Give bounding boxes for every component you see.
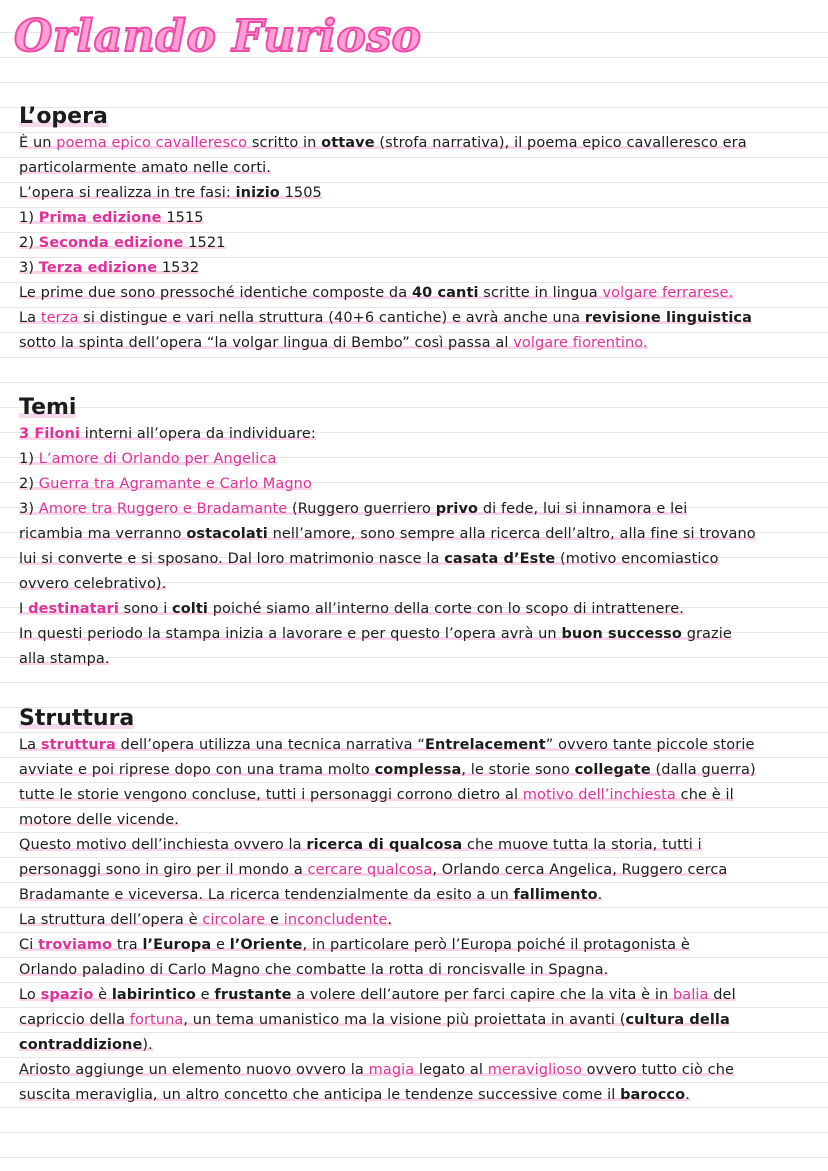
text-run: 2) bbox=[19, 235, 39, 251]
note-line bbox=[19, 597, 811, 622]
highlighted-term: revisione linguistica bbox=[584, 310, 752, 326]
note-line bbox=[19, 181, 811, 206]
text-run: e bbox=[265, 912, 284, 928]
note-line-highlight bbox=[19, 626, 732, 642]
highlighted-term: L’amore di Orlando per Angelica bbox=[38, 451, 277, 467]
text-run: che è il bbox=[675, 787, 734, 803]
highlighted-term: ottave bbox=[321, 135, 375, 151]
note-line bbox=[19, 808, 811, 833]
text-run: sotto la spinta dell’opera “la volgar lingua di Bembo” così passa al bbox=[19, 335, 514, 351]
note-line-highlight bbox=[19, 1087, 690, 1103]
highlighted-term: 3 Filoni bbox=[19, 426, 81, 442]
text-run: poiché siamo all’interno della corte con lo scopo di intrattenere. bbox=[207, 601, 685, 617]
note-line-highlight bbox=[19, 310, 752, 326]
text-run: 1) bbox=[19, 210, 39, 226]
note-line bbox=[19, 858, 811, 883]
highlighted-term: spazio bbox=[40, 987, 94, 1003]
note-line bbox=[19, 422, 811, 447]
highlighted-term: Amore tra Ruggero e Bradamante bbox=[38, 501, 288, 517]
note-line bbox=[19, 231, 811, 256]
note-line bbox=[19, 156, 811, 181]
highlighted-term: collegate bbox=[574, 762, 651, 778]
note-line bbox=[19, 1083, 811, 1108]
note-line bbox=[19, 758, 811, 783]
note-line-highlight bbox=[19, 160, 271, 176]
note-line bbox=[19, 1008, 811, 1033]
text-run: In questi periodo la stampa inizia a lavorare e per questo l’opera avrà un bbox=[19, 626, 562, 642]
text-run: a volere dell’autore per farci capire che la vita è in bbox=[291, 987, 673, 1003]
text-run: ovvero tutto ciò che bbox=[581, 1062, 735, 1078]
highlighted-term: balia bbox=[672, 987, 709, 1003]
note-line bbox=[19, 958, 811, 983]
note-line-highlight bbox=[19, 937, 690, 953]
note-line bbox=[19, 497, 811, 522]
note-line-highlight bbox=[19, 1062, 734, 1078]
highlighted-term: labirintico bbox=[111, 987, 196, 1003]
text-run: Le prime due sono pressoché identiche composte da bbox=[19, 285, 412, 301]
text-run: Bradamante e viceversa. La ricerca tendenzialmente da esito a un bbox=[19, 887, 514, 903]
text-run: Questo motivo dell’inchiesta ovvero la bbox=[19, 837, 307, 853]
text-run: I bbox=[19, 601, 29, 617]
section-heading bbox=[19, 705, 811, 733]
section-heading-text: L’opera bbox=[19, 104, 108, 129]
note-line-highlight bbox=[19, 962, 608, 978]
note-line bbox=[19, 472, 811, 497]
highlighted-term: Guerra tra Agramante e Carlo Magno bbox=[38, 476, 312, 492]
highlighted-term: Prima edizione bbox=[38, 210, 162, 226]
note-line-highlight bbox=[19, 260, 199, 276]
text-run: La bbox=[19, 737, 41, 753]
note-line-highlight bbox=[19, 601, 684, 617]
highlighted-term: Terza edizione bbox=[38, 260, 158, 276]
highlighted-term: ricerca di qualcosa bbox=[306, 837, 463, 853]
note-line-highlight bbox=[19, 837, 702, 853]
highlighted-term: contraddizione bbox=[19, 1037, 143, 1053]
text-run: La struttura dell’opera è bbox=[19, 912, 203, 928]
text-run: (strofa narrativa), il poema epico cavalleresco era bbox=[374, 135, 747, 151]
section-heading-text: Struttura bbox=[19, 706, 135, 731]
text-run: La bbox=[19, 310, 41, 326]
text-run: 1) bbox=[19, 451, 39, 467]
highlighted-term: troviamo bbox=[38, 937, 113, 953]
section-heading bbox=[19, 394, 811, 422]
note-line bbox=[19, 131, 811, 156]
highlighted-term: struttura bbox=[40, 737, 116, 753]
highlighted-term: Seconda edizione bbox=[38, 235, 184, 251]
note-line bbox=[19, 281, 811, 306]
text-run: che muove tutta la storia, tutti i bbox=[462, 837, 702, 853]
note-line-highlight bbox=[19, 185, 322, 201]
note-line bbox=[19, 206, 811, 231]
text-run: , le storie sono bbox=[461, 762, 575, 778]
section-heading-text: Temi bbox=[19, 395, 77, 420]
highlighted-term: l’Oriente bbox=[229, 937, 303, 953]
text-run: interni all’opera da individuare: bbox=[80, 426, 316, 442]
note-line bbox=[19, 908, 811, 933]
note-line bbox=[19, 256, 811, 281]
highlighted-term: ostacolati bbox=[186, 526, 268, 542]
note-line bbox=[19, 1033, 811, 1058]
note-line-highlight bbox=[19, 501, 687, 517]
highlighted-term: inizio bbox=[235, 185, 280, 201]
note-line-highlight bbox=[19, 912, 392, 928]
highlighted-term: magia bbox=[368, 1062, 415, 1078]
highlighted-term: volgare ferrarese. bbox=[602, 285, 734, 301]
highlighted-term: terza bbox=[40, 310, 79, 326]
text-run: , Orlando cerca Angelica, Ruggero cerca bbox=[432, 862, 728, 878]
highlighted-term: barocco bbox=[620, 1087, 686, 1103]
text-run: (dalla guerra) bbox=[650, 762, 756, 778]
text-run: avviate e poi riprese dopo con una trama molto bbox=[19, 762, 375, 778]
text-run: . bbox=[685, 1087, 690, 1103]
note-line bbox=[19, 1058, 811, 1083]
text-run: 3) bbox=[19, 260, 39, 276]
note-line-highlight bbox=[19, 737, 754, 753]
note-line-highlight bbox=[19, 762, 756, 778]
text-run: scritte in lingua bbox=[478, 285, 603, 301]
text-run: sono i bbox=[118, 601, 173, 617]
text-run: dell’opera utilizza una tecnica narrativa “ bbox=[115, 737, 425, 753]
note-line bbox=[19, 783, 811, 808]
text-run: . bbox=[387, 912, 393, 928]
note-line-highlight bbox=[19, 551, 719, 567]
highlighted-term: casata d’Este bbox=[444, 551, 556, 567]
text-run: (Ruggero guerriero bbox=[287, 501, 436, 517]
highlighted-term: l’Europa bbox=[142, 937, 212, 953]
text-run: legato al bbox=[414, 1062, 488, 1078]
text-run: . bbox=[597, 887, 603, 903]
text-run: Lo bbox=[19, 987, 41, 1003]
text-run: Ariosto aggiunge un elemento nuovo ovvero la bbox=[19, 1062, 369, 1078]
text-run: 2) bbox=[19, 476, 39, 492]
note-line bbox=[19, 883, 811, 908]
note-line-highlight bbox=[19, 135, 747, 151]
note-line bbox=[19, 331, 811, 356]
text-run: L’opera si realizza in tre fasi: bbox=[19, 185, 236, 201]
text-run: del bbox=[708, 987, 736, 1003]
text-run: motore delle vicende. bbox=[19, 812, 179, 828]
highlighted-term: circolare bbox=[202, 912, 266, 928]
note-line bbox=[19, 306, 811, 331]
highlighted-term: privo bbox=[435, 501, 479, 517]
section-temi bbox=[19, 394, 811, 672]
text-run: È un bbox=[19, 135, 57, 151]
text-run: , un tema umanistico ma la visione più proiettata in avanti ( bbox=[183, 1012, 626, 1028]
text-run: si distingue e vari nella struttura (40+6 cantiche) e avrà anche una bbox=[78, 310, 585, 326]
note-line bbox=[19, 572, 811, 597]
text-run: grazie bbox=[681, 626, 732, 642]
text-run: lui si converte e si sposano. Dal loro matrimonio nasce la bbox=[19, 551, 445, 567]
highlighted-term: destinatari bbox=[28, 601, 119, 617]
note-line-highlight bbox=[19, 651, 110, 667]
note-line bbox=[19, 933, 811, 958]
text-run: Ci bbox=[19, 937, 39, 953]
text-run: Orlando paladino di Carlo Magno che combatte la rotta di roncisvalle in Spagna. bbox=[19, 962, 609, 978]
page-title: Orlando Furioso bbox=[14, 11, 422, 62]
section-opera bbox=[19, 103, 811, 356]
note-line-highlight bbox=[19, 335, 648, 351]
text-run: 1505 bbox=[279, 185, 322, 201]
text-run: 1515 bbox=[161, 210, 204, 226]
note-line-highlight bbox=[19, 526, 756, 542]
highlighted-term: inconcludente bbox=[283, 912, 388, 928]
note-line-highlight bbox=[19, 1012, 730, 1028]
note-line bbox=[19, 733, 811, 758]
highlighted-term: complessa bbox=[374, 762, 462, 778]
text-run: capriccio della bbox=[19, 1012, 130, 1028]
note-line-highlight bbox=[19, 862, 727, 878]
text-run: nell’amore, sono sempre alla ricerca dell’altro, alla fine si trovano bbox=[267, 526, 756, 542]
note-line-highlight bbox=[19, 1037, 153, 1053]
note-line-highlight bbox=[19, 285, 733, 301]
text-run: ). bbox=[142, 1037, 153, 1053]
highlighted-term: cercare qualcosa bbox=[307, 862, 433, 878]
text-run: ” ovvero tante piccole storie bbox=[545, 737, 755, 753]
section-heading bbox=[19, 103, 811, 131]
highlighted-term: 40 canti bbox=[411, 285, 479, 301]
note-line bbox=[19, 522, 811, 547]
highlighted-term: fortuna bbox=[129, 1012, 184, 1028]
text-run: tutte le storie vengono concluse, tutti i personaggi corrono dietro al bbox=[19, 787, 523, 803]
highlighted-term: buon successo bbox=[561, 626, 682, 642]
text-run: è bbox=[93, 987, 112, 1003]
text-run: ovvero celebrativo). bbox=[19, 576, 167, 592]
highlighted-term: poema epico cavalleresco bbox=[56, 135, 248, 151]
highlighted-term: Entrelacement bbox=[424, 737, 546, 753]
section-struttura bbox=[19, 705, 811, 1108]
text-run: e bbox=[195, 987, 215, 1003]
note-line-highlight bbox=[19, 987, 736, 1003]
note-line-highlight bbox=[19, 235, 226, 251]
text-run: tra bbox=[112, 937, 143, 953]
text-run: (motivo encomiastico bbox=[555, 551, 719, 567]
text-run: di fede, lui si innamora e lei bbox=[478, 501, 688, 517]
note-line-highlight bbox=[19, 576, 166, 592]
note-line-highlight bbox=[19, 787, 734, 803]
text-run: personaggi sono in giro per il mondo a bbox=[19, 862, 308, 878]
note-line-highlight bbox=[19, 426, 316, 442]
note-line bbox=[19, 983, 811, 1008]
note-line-highlight bbox=[19, 887, 602, 903]
highlighted-term: cultura della bbox=[625, 1012, 730, 1028]
text-run: 1532 bbox=[157, 260, 200, 276]
highlighted-term: frustante bbox=[214, 987, 292, 1003]
highlighted-term: meraviglioso bbox=[487, 1062, 582, 1078]
note-line bbox=[19, 833, 811, 858]
highlighted-term: colti bbox=[172, 601, 208, 617]
highlighted-term: volgare fiorentino. bbox=[513, 335, 648, 351]
text-run: e bbox=[211, 937, 230, 953]
note-line bbox=[19, 447, 811, 472]
text-run: 3) bbox=[19, 501, 39, 517]
note-line bbox=[19, 547, 811, 572]
notes-content bbox=[19, 103, 811, 1108]
text-run: particolarmente amato nelle corti. bbox=[19, 160, 271, 176]
text-run: ricambia ma verranno bbox=[19, 526, 187, 542]
text-run: , in particolare però l’Europa poiché il protagonista è bbox=[302, 937, 690, 953]
note-line-highlight bbox=[19, 451, 277, 467]
text-run: suscita meraviglia, un altro concetto che anticipa le tendenze successive come il bbox=[19, 1087, 621, 1103]
note-line bbox=[19, 647, 811, 672]
text-run: 1521 bbox=[183, 235, 226, 251]
text-run: alla stampa. bbox=[19, 651, 110, 667]
highlighted-term: motivo dell’inchiesta bbox=[522, 787, 676, 803]
highlighted-term: fallimento bbox=[513, 887, 598, 903]
note-line-highlight bbox=[19, 476, 312, 492]
note-line-highlight bbox=[19, 812, 179, 828]
note-line bbox=[19, 622, 811, 647]
text-run: scritto in bbox=[247, 135, 322, 151]
note-line-highlight bbox=[19, 210, 204, 226]
